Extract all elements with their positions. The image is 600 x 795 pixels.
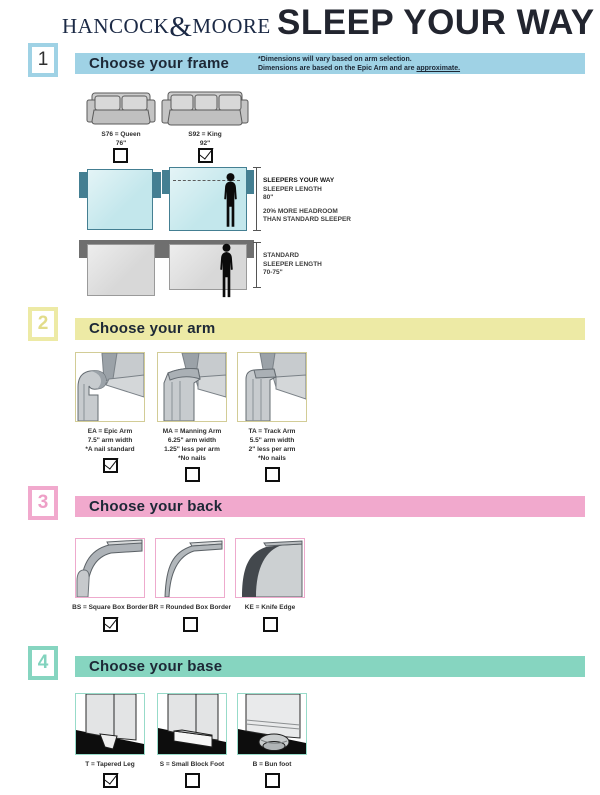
person-silhouette-icon [216, 243, 237, 300]
section-2-banner [75, 318, 585, 340]
manning-arm-illustration [157, 352, 227, 422]
sleeper-mattress [87, 169, 153, 230]
frame-dimension-note [258, 55, 460, 73]
section-2-number-box [28, 307, 58, 341]
tapered-leg-checkbox[interactable] [103, 773, 118, 788]
manning-arm-label: MA = Manning Arm 6.25" arm width 1.25" less per arm *No nails [162, 428, 222, 462]
note-line-1: *Dimensions will vary based on arm selection. [258, 56, 412, 63]
section-1-banner [75, 53, 585, 74]
base-option-bun-foot [237, 693, 307, 788]
sleeper-your-way-king-diagram [162, 167, 254, 231]
section-3-title: Choose your back [89, 498, 223, 515]
back-option-knife-edge [235, 538, 305, 632]
section-3-banner [75, 496, 585, 517]
logo-hancock-text: HANCOCK [62, 14, 170, 38]
bun-foot-illustration [237, 693, 307, 755]
section-2-title: Choose your arm [89, 320, 216, 337]
page-title: SLEEP YOUR WAY [277, 3, 595, 42]
track-arm-illustration [237, 352, 307, 422]
knife-edge-illustration [235, 538, 305, 598]
rounded-box-border-label: BR = Rounded Box Border [148, 604, 232, 611]
section-1-number: 1 [37, 49, 49, 70]
square-box-border-illustration [75, 538, 145, 598]
square-box-border-checkbox[interactable] [103, 617, 118, 632]
sleeper-your-way-queen-diagram [79, 169, 161, 230]
sleeper-dimension-line [256, 167, 257, 231]
king-sofa-icon [161, 91, 249, 129]
epic-arm-illustration [75, 352, 145, 422]
queen-checkbox[interactable] [113, 148, 128, 163]
queen-option-label: S76 = Queen 76" [101, 131, 141, 147]
logo-ampersand: & [169, 11, 193, 43]
sleeper-mattress [169, 167, 247, 231]
approximate-underlined: approximate. [416, 65, 461, 72]
epic-arm-checkbox[interactable] [103, 458, 118, 473]
bun-foot-checkbox[interactable] [265, 773, 280, 788]
logo-moore-text: MOORE [192, 14, 271, 38]
small-block-foot-label: S = Small Block Foot [159, 761, 225, 768]
person-silhouette-icon [220, 172, 241, 230]
bun-foot-label: B = Bun foot [252, 761, 292, 768]
small-block-foot-checkbox[interactable] [185, 773, 200, 788]
tapered-leg-illustration [75, 693, 145, 755]
hancock-moore-logo [62, 11, 271, 44]
section-1-title: Choose your frame [89, 55, 230, 72]
arm-option-epic [75, 352, 145, 473]
section-4-title: Choose your base [89, 658, 223, 675]
standard-dimension-line [256, 242, 257, 288]
back-option-square-box [72, 538, 148, 632]
small-block-foot-illustration [157, 693, 227, 755]
standard-sleeper-queen-diagram [79, 240, 163, 296]
knife-edge-checkbox[interactable] [263, 617, 278, 632]
arm-option-track [237, 352, 307, 482]
king-checkbox[interactable] [198, 148, 213, 163]
back-option-rounded-box [148, 538, 232, 632]
section-3-number: 3 [37, 492, 49, 513]
epic-arm-label: EA = Epic Arm 7.5" arm width *A nail standard [85, 428, 135, 453]
base-option-tapered-leg [75, 693, 145, 788]
standard-annotation: STANDARD SLEEPER LENGTH 70-75" [263, 252, 322, 276]
section-4-banner [75, 656, 585, 677]
section-3-number-box [28, 486, 58, 520]
section-4-number: 4 [37, 652, 49, 673]
tapered-leg-label: T = Tapered Leg [85, 761, 135, 768]
section-1-number-box [28, 43, 58, 77]
standard-mattress [87, 244, 155, 296]
sleeper-annotation: SLEEPERS YOUR WAY SLEEPER LENGTH 80" 20% MORE HEADROOM THAN STANDARD SLEEPER [263, 177, 351, 223]
track-arm-checkbox[interactable] [265, 467, 280, 482]
section-4-number-box [28, 646, 58, 680]
track-arm-label: TA = Track Arm 5.5" arm width 2" less per arm *No nails [248, 428, 296, 462]
square-box-border-label: BS = Square Box Border [72, 604, 148, 611]
note-line-2: Dimensions are based on the Epic Arm and are approximate. [258, 65, 461, 72]
base-option-small-block [157, 693, 227, 788]
king-option-label: S92 = King 92" [188, 131, 222, 147]
section-2-number: 2 [37, 313, 49, 334]
knife-edge-label: KE = Knife Edge [244, 604, 296, 611]
rounded-box-border-illustration [155, 538, 225, 598]
manning-arm-checkbox[interactable] [185, 467, 200, 482]
rounded-box-border-checkbox[interactable] [183, 617, 198, 632]
standard-sleeper-king-diagram [162, 240, 254, 300]
arm-option-manning [157, 352, 227, 482]
queen-sofa-icon [86, 92, 156, 128]
